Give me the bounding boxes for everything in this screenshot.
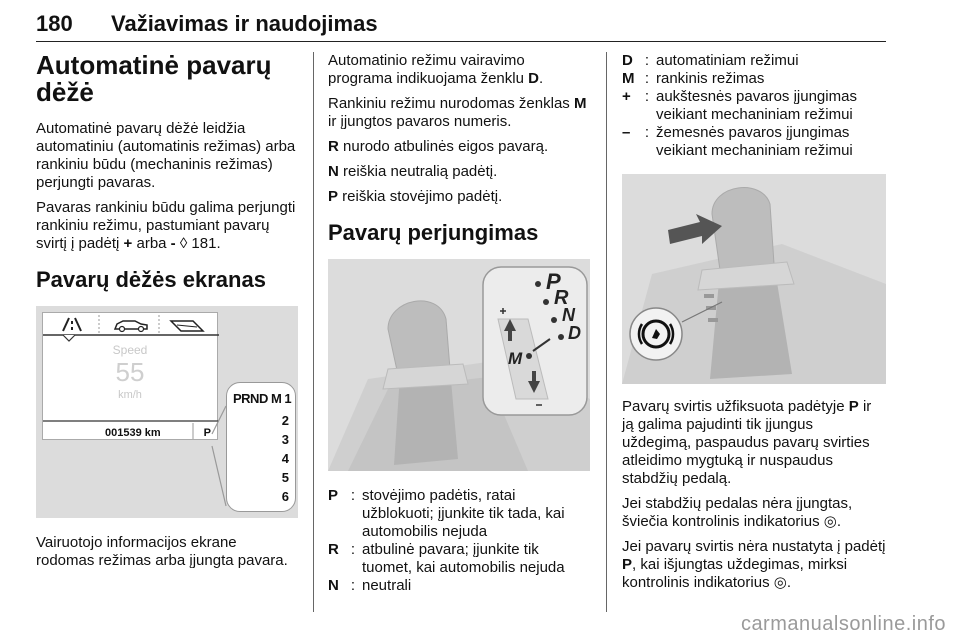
speed-label: Speed — [112, 343, 148, 357]
definition-row — [622, 124, 886, 160]
def-text: aukštesnės pavaros įjungimas veikiant mechaniniam režimui — [656, 88, 857, 123]
chapter-title: Važiavimas ir naudojimas — [111, 11, 378, 36]
figure-caption: Vairuotojo informacijos ekrane rodomas režimas arba įjungta pavara. — [36, 534, 288, 569]
gear-letter-r: R — [554, 287, 569, 309]
gear-key: N — [328, 163, 339, 180]
def-separator: : — [644, 88, 650, 105]
def-key: D — [622, 52, 633, 69]
def-separator: : — [644, 124, 650, 141]
def-key: M — [622, 70, 635, 87]
def-text: rankinis režimas — [656, 70, 765, 87]
definition-row — [328, 541, 590, 577]
paragraph: Automatinė pavarų dėžė leidžia automatiniu (automatinis režimas) arba rankiniu būdu (mechaninis režimas) perjungti pavaras. — [36, 120, 296, 191]
plus-key: + — [123, 235, 133, 252]
gear-key: R — [328, 138, 339, 155]
paragraph — [622, 538, 886, 592]
prnd-label: PRND M 1 — [233, 391, 292, 406]
paragraph — [622, 495, 886, 531]
gear-number: 4 — [281, 451, 289, 466]
subsection-title: Pavarų dėžės ekranas — [36, 267, 266, 292]
gear-number: 5 — [281, 470, 289, 485]
definition-row — [622, 88, 886, 124]
speed-value: 55 — [115, 357, 145, 387]
text: , kai išjungtas uždegimas, mirksi kontrolinis indikatorius — [622, 556, 848, 591]
shift-lock-illustration — [622, 174, 886, 384]
shift-lock-figure — [622, 174, 886, 384]
text: ir įjungtos pavaros numeris. — [328, 113, 512, 130]
brake-indicator-icon: ◎ — [823, 513, 837, 530]
gear-letter-d: D — [568, 323, 581, 343]
transmission-display-figure — [36, 306, 298, 518]
text: . — [836, 513, 842, 530]
subsection-title: Pavarų perjungimas — [328, 220, 539, 245]
gear-letter-n: N — [562, 305, 575, 325]
watermark: carmanualsonline.info — [740, 613, 946, 635]
gear-number: 3 — [281, 432, 289, 447]
page-number: 180 — [36, 11, 73, 36]
def-text: automatiniam režimui — [656, 52, 799, 69]
gear-letter-p: P — [546, 269, 561, 294]
section-title: Automatinė pavarų dėžė — [36, 50, 272, 107]
def-separator: : — [644, 70, 650, 87]
gear-key: P — [622, 556, 633, 573]
definition-row — [622, 70, 886, 88]
def-key: N — [328, 577, 339, 594]
def-text: stovėjimo padėtis, ratai užblokuoti; įjunkite tik tada, kai automobilis nejuda — [362, 487, 565, 540]
definition-row — [328, 577, 590, 595]
gear-key: M — [573, 95, 587, 112]
def-separator: : — [350, 541, 356, 558]
paragraph — [328, 138, 590, 156]
paragraph — [328, 188, 590, 206]
text: arba — [132, 235, 171, 252]
text: Pavaras rankiniu būdu galima perjungti rankiniu režimu, pastumiant pavarų svirtį į padėtį — [36, 199, 296, 252]
gear-number: 2 — [281, 413, 289, 428]
odometer: 001539 km — [105, 427, 161, 439]
brake-indicator-icon: ◎ — [773, 574, 787, 591]
minus-key: - — [170, 235, 176, 252]
gear-definitions — [328, 487, 590, 595]
text: Jei stabdžių pedalas nėra įjungtas, šviečia kontrolinis indikatorius — [622, 495, 853, 530]
paragraph — [328, 163, 590, 181]
def-key: P — [328, 487, 339, 504]
column-divider — [313, 52, 314, 612]
paragraph — [36, 199, 298, 253]
text: Automatinio režimu vairavimo programa indikuojama ženklu — [328, 52, 529, 87]
gear-shift-figure — [328, 259, 590, 471]
paragraph — [328, 95, 590, 131]
def-text: neutrali — [362, 577, 412, 594]
gear-key: D — [528, 70, 539, 87]
text: ir ją galima pajudinti tik įjungus uždegimą, paspaudus pavarų svirties atleidimo mygtuką ir nuspaudus stabdžių pedalą. — [622, 398, 872, 487]
def-separator: : — [350, 487, 356, 504]
paragraph — [622, 398, 886, 488]
def-key: – — [622, 124, 631, 141]
column-3 — [622, 52, 886, 599]
gear-number: 6 — [281, 489, 289, 504]
page-reference-link[interactable]: ◊ 181. — [175, 235, 221, 252]
text: . — [538, 70, 544, 87]
text: Pavarų svirtis užfiksuota padėtyje — [622, 398, 849, 415]
definition-row — [622, 52, 886, 70]
paragraph — [328, 52, 590, 88]
column-2 — [328, 52, 590, 595]
gear-definitions — [622, 52, 886, 160]
text: Jei pavarų svirtis nėra nustatyta į padėtį — [622, 538, 886, 555]
gear-indicator: P — [203, 427, 211, 439]
gear-callout — [226, 382, 296, 512]
text: Rankiniu režimu nurodomas ženklas — [328, 95, 574, 112]
def-key: R — [328, 541, 339, 558]
def-key: + — [622, 88, 631, 105]
page-header — [36, 2, 886, 42]
def-text: žemesnės pavaros įjungimas veikiant mechaniniam režimui — [656, 124, 853, 159]
column-1 — [36, 52, 298, 577]
column-divider — [606, 52, 607, 612]
text: nurodo atbulinės eigos pavarą. — [338, 138, 549, 155]
definition-row — [328, 487, 590, 541]
text: . — [786, 574, 792, 591]
def-separator: : — [350, 577, 356, 594]
def-text: atbulinė pavara; įjunkite tik tuomet, kai automobilis nejuda — [362, 541, 565, 576]
gear-key: P — [848, 398, 859, 415]
gear-key: P — [328, 188, 339, 205]
text: reiškia stovėjimo padėtį. — [338, 188, 503, 205]
text: reiškia neutralią padėtį. — [338, 163, 498, 180]
def-separator: : — [644, 52, 650, 69]
speed-unit: km/h — [118, 389, 142, 401]
gear-letter-m: M — [508, 349, 523, 368]
